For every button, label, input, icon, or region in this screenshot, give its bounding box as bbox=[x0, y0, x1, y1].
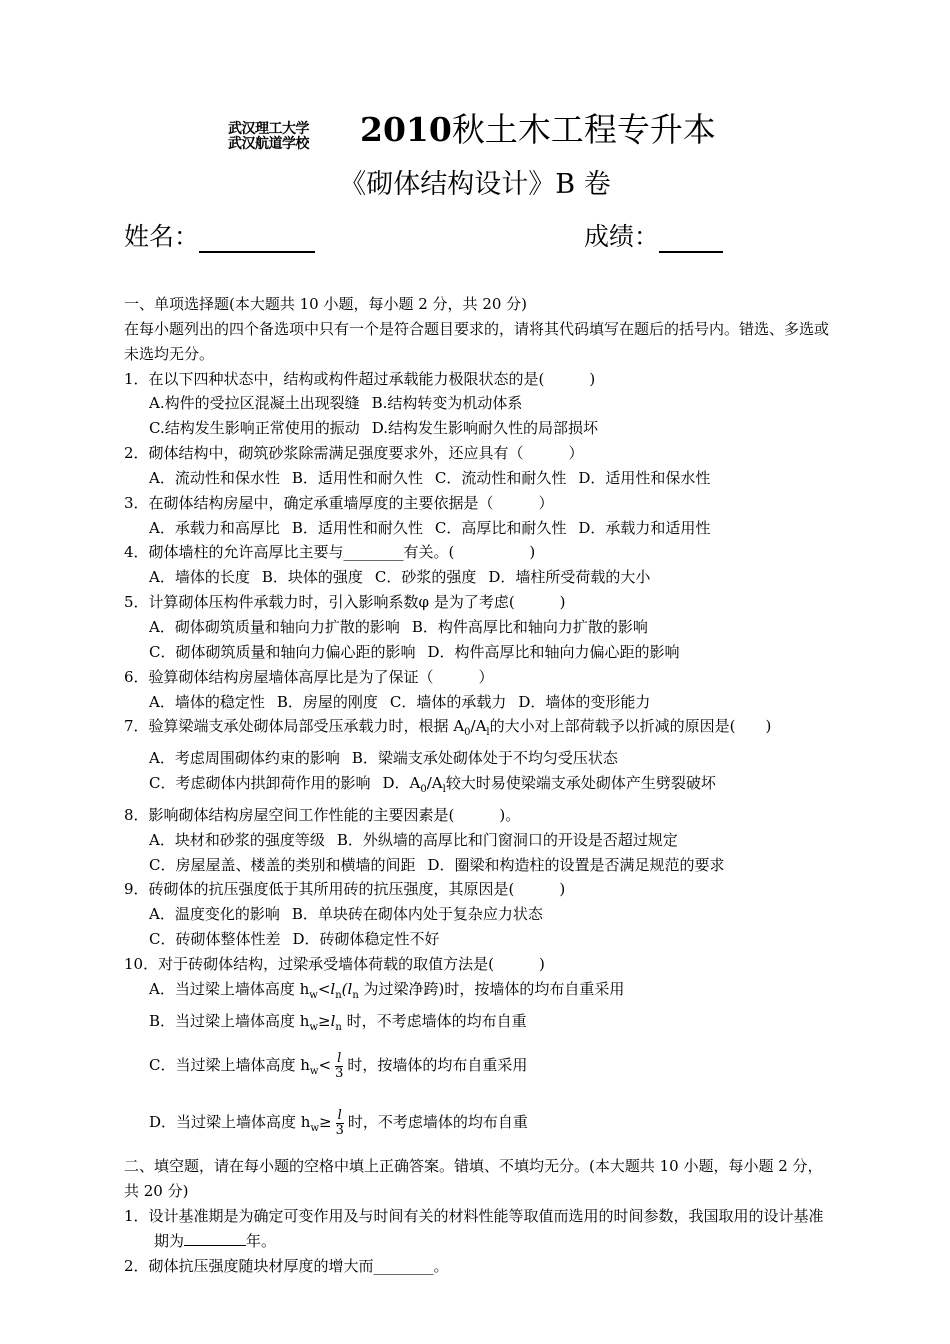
q3-option-b: B．适用性和耐久性 bbox=[291, 518, 423, 537]
q4-option-c: C．砂浆的强度 bbox=[374, 568, 477, 587]
q7-option-d-pre: D．A bbox=[382, 774, 421, 793]
q10-c-frac-num: l bbox=[337, 1050, 342, 1066]
q9-option-c: C．砖砌体整体性差 bbox=[149, 930, 281, 949]
q10-a-paren: (l bbox=[341, 979, 353, 998]
question-8-options-cd bbox=[124, 853, 829, 878]
q7-option-d-slash: /A bbox=[426, 774, 443, 793]
q7-option-d-sub-l: l bbox=[442, 784, 446, 796]
question-1-options-ab bbox=[124, 391, 829, 416]
question-7-options-ab bbox=[124, 746, 829, 771]
q3-option-a: A．承载力和高厚比 bbox=[149, 518, 280, 537]
q7-text-pre: 7．验算梁端支承处砌体局部受压承载力时，根据 A bbox=[124, 717, 465, 736]
q5-option-c: C．砌体砌筑质量和轴向力偏心距的影响 bbox=[149, 642, 416, 661]
q6-option-b: B．房屋的刚度 bbox=[276, 692, 378, 711]
q10-a-pre: A．当过梁上墙体高度 h bbox=[149, 979, 310, 998]
q10-c-pre: C．当过梁上墙体高度 h bbox=[149, 1056, 310, 1075]
q10-b-pre: B．当过梁上墙体高度 h bbox=[149, 1011, 310, 1030]
name-blank[interactable] bbox=[199, 225, 315, 253]
q7-option-b: B．梁端支承处砌体处于不均匀受压状态 bbox=[351, 749, 618, 768]
logo-line-2: 武汉航道学校 bbox=[228, 136, 309, 152]
logo-line-1: 武汉理工大学 bbox=[228, 121, 309, 137]
q10-b-mid: ≥l bbox=[318, 1011, 336, 1030]
q10-a-post: 为过梁净跨)时，按墙体的均布自重采用 bbox=[358, 979, 625, 998]
question-5-options-cd bbox=[124, 640, 829, 665]
q10-d-ge: ≥ bbox=[319, 1113, 332, 1132]
fill-q1-post: 年。 bbox=[246, 1232, 277, 1250]
question-9-options-cd bbox=[124, 927, 829, 952]
question-1: 1．在以下四种状态中，结构或构件超过承载能力极限状态的是( ) bbox=[124, 369, 596, 388]
question-2-options bbox=[124, 466, 829, 491]
q1-option-b: B.结构转变为机动体系 bbox=[371, 394, 523, 413]
question-8: 8．影响砌体结构房屋空间工作性能的主要因素是( )。 bbox=[124, 805, 521, 824]
q10-b-sub-n: n bbox=[335, 1021, 342, 1033]
q7-option-c: C．考虑砌体内拱卸荷作用的影响 bbox=[149, 774, 371, 793]
q2-option-b: B．适用性和耐久性 bbox=[291, 468, 423, 487]
q1-option-d: D.结构发生影响耐久性的局部损坏 bbox=[371, 419, 598, 438]
question-10: 10．对于砖砌体结构，过梁承受墙体荷载的取值方法是( ) bbox=[124, 954, 545, 973]
q10-d-pre: D．当过梁上墙体高度 h bbox=[149, 1113, 311, 1132]
score-field bbox=[584, 217, 723, 253]
fill-question-2: 2．砌体抗压强度随块材厚度的增大而________。 bbox=[124, 1256, 449, 1275]
q8-option-b: B．外纵墙的高厚比和门窗洞口的开设是否超过规定 bbox=[336, 830, 678, 849]
exam-subtitle: 《砌体结构设计》B 卷 bbox=[339, 169, 611, 200]
q5-option-a: A．砌体砌筑质量和轴向力扩散的影响 bbox=[149, 617, 400, 636]
q6-option-d: D．墙体的变形能力 bbox=[518, 692, 651, 711]
q4-option-b: B．块体的强度 bbox=[261, 568, 363, 587]
question-7-options-cd bbox=[124, 771, 829, 803]
exam-body bbox=[124, 292, 829, 1279]
question-5: 5．计算砌体压构件承载力时，引入影响系数φ 是为了考虑( ) bbox=[124, 593, 566, 612]
question-9: 9．砖砌体的抗压强度低于其所用砖的抗压强度，其原因是( ) bbox=[124, 880, 566, 899]
q9-option-b: B．单块砖在砌体内处于复杂应力状态 bbox=[291, 905, 543, 924]
q10-option-c bbox=[124, 1040, 829, 1097]
q10-d-fraction bbox=[334, 1109, 346, 1138]
question-5-options-ab bbox=[124, 615, 829, 640]
q8-option-a: A．块材和砂浆的强度等级 bbox=[149, 830, 325, 849]
q10-c-post: 时，按墙体的均布自重采用 bbox=[347, 1056, 528, 1075]
question-2: 2．砌体结构中，砌筑砂浆除需满足强度要求外，还应具有（ ） bbox=[124, 444, 584, 463]
q7-option-d bbox=[382, 774, 716, 796]
q4-option-d: D．墙柱所受荷载的大小 bbox=[488, 568, 651, 587]
q10-d-frac-den: 3 bbox=[335, 1122, 344, 1138]
question-3: 3．在砌体结构房屋中，确定承重墙厚度的主要依据是（ ） bbox=[124, 493, 554, 512]
fill-q1-pre: 1．设计基准期是为确定可变作用及与时间有关的材料性能等取值而选用的时间参数，我国取用的设计基准期为 bbox=[124, 1207, 824, 1250]
title-rest: 秋土木工程专升本 bbox=[451, 110, 716, 149]
q7-text-post: 的大小对上部荷载予以折减的原因是( ) bbox=[489, 717, 772, 736]
q10-option-d bbox=[124, 1097, 829, 1154]
q10-a-sub-n2: n bbox=[352, 989, 359, 1001]
q10-b-sub-w: w bbox=[309, 1021, 319, 1033]
q2-option-a: A．流动性和保水性 bbox=[149, 468, 280, 487]
page-title bbox=[360, 104, 716, 151]
q7-sub-l: l bbox=[486, 727, 490, 739]
fill-question-1 bbox=[124, 1204, 829, 1254]
score-blank[interactable] bbox=[659, 225, 723, 253]
question-4-options bbox=[124, 565, 829, 590]
school-logo bbox=[228, 122, 360, 152]
q7-option-a: A．考虑周围砌体约束的影响 bbox=[149, 749, 340, 768]
q10-a-mid: <l bbox=[317, 979, 336, 998]
q10-a-sub-n: n bbox=[335, 989, 342, 1001]
q10-d-sub-w: w bbox=[310, 1123, 320, 1135]
q7-slash: /A bbox=[470, 717, 487, 736]
q3-option-d: D．承载力和适用性 bbox=[578, 518, 711, 537]
q10-c-frac-den: 3 bbox=[335, 1065, 344, 1081]
fill-q1-blank[interactable] bbox=[184, 1231, 246, 1246]
question-6: 6．验算砌体结构房屋墙体高厚比是为了保证（ ） bbox=[124, 667, 494, 686]
q8-option-d: D．圈梁和构造柱的设置是否满足规范的要求 bbox=[427, 855, 725, 874]
question-3-options bbox=[124, 516, 829, 541]
q3-option-c: C．高厚比和耐久性 bbox=[434, 518, 567, 537]
q6-option-c: C．墙体的承载力 bbox=[389, 692, 507, 711]
q5-option-b: B．构件高厚比和轴向力扩散的影响 bbox=[411, 617, 648, 636]
question-9-options-ab bbox=[124, 902, 829, 927]
q9-option-d: D．砖砌体稳定性不好 bbox=[292, 930, 440, 949]
q10-d-post: 时，不考虑墙体的均布自重 bbox=[347, 1113, 528, 1132]
question-4: 4．砌体墙柱的允许高厚比主要与________有关。( ) bbox=[124, 543, 536, 562]
question-1-options-cd bbox=[124, 416, 829, 441]
q6-option-a: A．墙体的稳定性 bbox=[149, 692, 265, 711]
q1-option-c: C.结构发生影响正常使用的振动 bbox=[149, 419, 360, 438]
name-field bbox=[124, 217, 315, 253]
q10-c-lt: < bbox=[318, 1056, 332, 1075]
q5-option-d: D．构件高厚比和轴向力偏心距的影响 bbox=[427, 642, 680, 661]
q2-option-d: D．适用性和保水性 bbox=[578, 468, 711, 487]
section1-instructions: 在每小题列出的四个备选项中只有一个是符合题目要求的，请将其代码填写在题后的括号内。错选、多选或未选均无分。 bbox=[124, 319, 830, 363]
name-label: 姓名： bbox=[124, 222, 200, 251]
q7-option-d-post: 较大时易使梁端支承处砌体产生劈裂破坏 bbox=[445, 774, 716, 793]
question-6-options bbox=[124, 690, 829, 715]
score-label: 成绩： bbox=[584, 222, 660, 251]
q2-option-c: C．流动性和耐久性 bbox=[434, 468, 567, 487]
q4-option-a: A．墙体的长度 bbox=[149, 568, 250, 587]
q9-option-a: A．温度变化的影响 bbox=[149, 905, 280, 924]
q10-d-frac-num: l bbox=[337, 1107, 342, 1123]
q10-b-post: 时，不考虑墙体的均布自重 bbox=[341, 1011, 527, 1030]
q10-c-fraction bbox=[333, 1052, 345, 1081]
q10-a-sub-w: w bbox=[309, 989, 318, 1001]
q10-option-a bbox=[124, 977, 829, 1009]
section2-heading: 二、填空题，请在每小题的空格中填上正确答案。错填、不填均无分。(本大题共 10 小题，每小题 2 分，共 20 分) bbox=[124, 1157, 823, 1201]
title-year: 2010 bbox=[360, 110, 452, 149]
question-7 bbox=[124, 714, 829, 746]
q8-option-c: C．房屋屋盖、楼盖的类别和横墙的间距 bbox=[149, 855, 416, 874]
q10-c-sub-w: w bbox=[309, 1066, 319, 1078]
question-8-options-ab bbox=[124, 828, 829, 853]
q1-option-a: A.构件的受拉区混凝土出现裂缝 bbox=[149, 394, 360, 413]
q7-option-d-sub-0: 0 bbox=[420, 784, 427, 796]
q10-option-b bbox=[124, 1009, 829, 1041]
q7-sub-0: 0 bbox=[464, 727, 471, 739]
section1-heading: 一、单项选择题(本大题共 10 小题，每小题 2 分，共 20 分) bbox=[124, 295, 528, 313]
